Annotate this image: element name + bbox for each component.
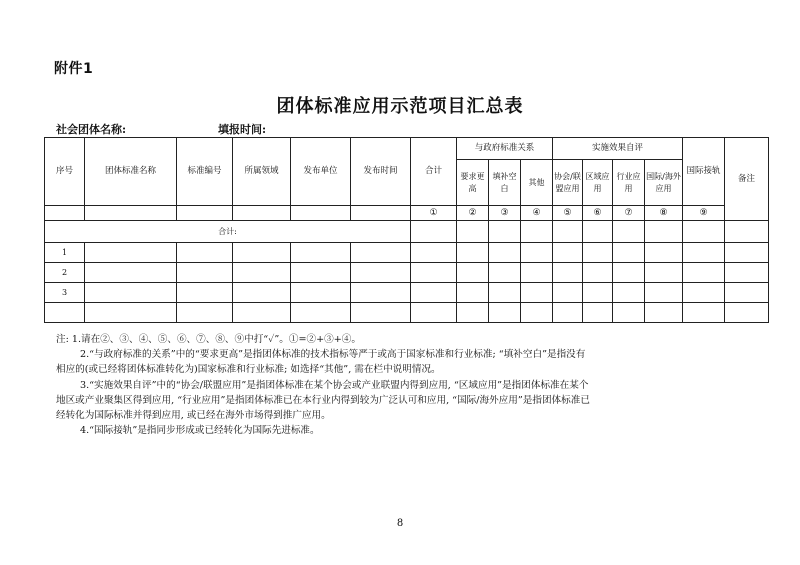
header-region-app: 区域应用: [583, 160, 613, 206]
header-intl-track: 国际接轨: [683, 138, 725, 206]
attachment-label: 附件1: [54, 61, 94, 77]
note-line-1: 注: 1.请在②、③、④、⑤、⑥、⑦、⑧、⑨中打“✓”。①=②+③+④。: [56, 334, 361, 345]
header-relation-group: 与政府标准关系: [457, 138, 553, 160]
fill-time-label: 填报时间:: [218, 123, 267, 136]
org-name-label: 社会团体名称:: [56, 123, 127, 136]
header-industry-app: 行业应用: [613, 160, 645, 206]
summary-table: [44, 137, 769, 323]
header-seq: 序号: [45, 138, 85, 206]
note-line-6: 经转化为国际标准并得到应用, 或已经在海外市场得到推广应用。: [56, 410, 331, 422]
col-marker-6: ⑥: [583, 206, 613, 221]
header-release-time: 发布时间: [351, 138, 411, 206]
row-number: 1: [45, 243, 85, 263]
notes: [56, 332, 756, 438]
note-line-2: 2.“与政府标准的关系”中的“要求更高”是指团体标准的技术指标等严于或高于国家标准和行业标准; “填补空白”是指没有: [80, 349, 586, 361]
col-marker-5: ⑤: [553, 206, 583, 221]
header-field: 所属领域: [233, 138, 291, 206]
note-line-4: 3.“实施效果自评”中的“协会/联盟应用”是指团体标准在某个协会或产业联盟内得到应用, “区域应用”是指团体标准在某个: [80, 379, 589, 391]
table-row: [45, 303, 769, 323]
page-number: 8: [396, 518, 404, 529]
header-assoc-app: 协会/联盟应用: [553, 160, 583, 206]
row-number: 2: [45, 263, 85, 283]
sum-row-label: 合计:: [45, 221, 411, 243]
col-marker-4: ④: [521, 206, 553, 221]
header-issuer: 发布单位: [291, 138, 351, 206]
note-line-5: 地区或产业聚集区得到应用, “行业应用”是指团体标准已在本行业内得到较为广泛认可和应用, “国际/海外应用”是指团体标准已: [56, 394, 590, 406]
table-row: [45, 263, 769, 283]
col-marker-8: ⑧: [645, 206, 683, 221]
header-total: 合计: [411, 138, 457, 206]
header-other: 其他: [521, 160, 553, 206]
table-row: [45, 283, 769, 303]
table-row: [45, 243, 769, 263]
col-marker-3: ③: [489, 206, 521, 221]
col-marker-9: ⑨: [683, 206, 725, 221]
col-marker-1: ①: [411, 206, 457, 221]
row-number: 3: [45, 283, 85, 303]
header-remark: 备注: [725, 138, 769, 221]
row-number: [45, 303, 85, 323]
header-effect-group: 实施效果自评: [553, 138, 683, 160]
col-marker-2: ②: [457, 206, 489, 221]
header-intl-app: 国际/海外应用: [645, 160, 683, 206]
note-line-3: 相应的(或已经将团体标准转化为)国家标准和行业标准; 如选择“其他”, 需在栏中说明情况。: [56, 364, 441, 376]
header-req-higher: 要求更高: [457, 160, 489, 206]
header-std-no: 标准编号: [177, 138, 233, 206]
note-line-7: 4.“国际接轨”是指同步形成或已经转化为国际先进标准。: [80, 425, 320, 437]
header-std-name: 团体标准名称: [85, 138, 177, 206]
header-fill-gap: 填补空白: [489, 160, 521, 206]
col-marker-7: ⑦: [613, 206, 645, 221]
page-title: 团体标准应用示范项目汇总表: [276, 96, 524, 117]
